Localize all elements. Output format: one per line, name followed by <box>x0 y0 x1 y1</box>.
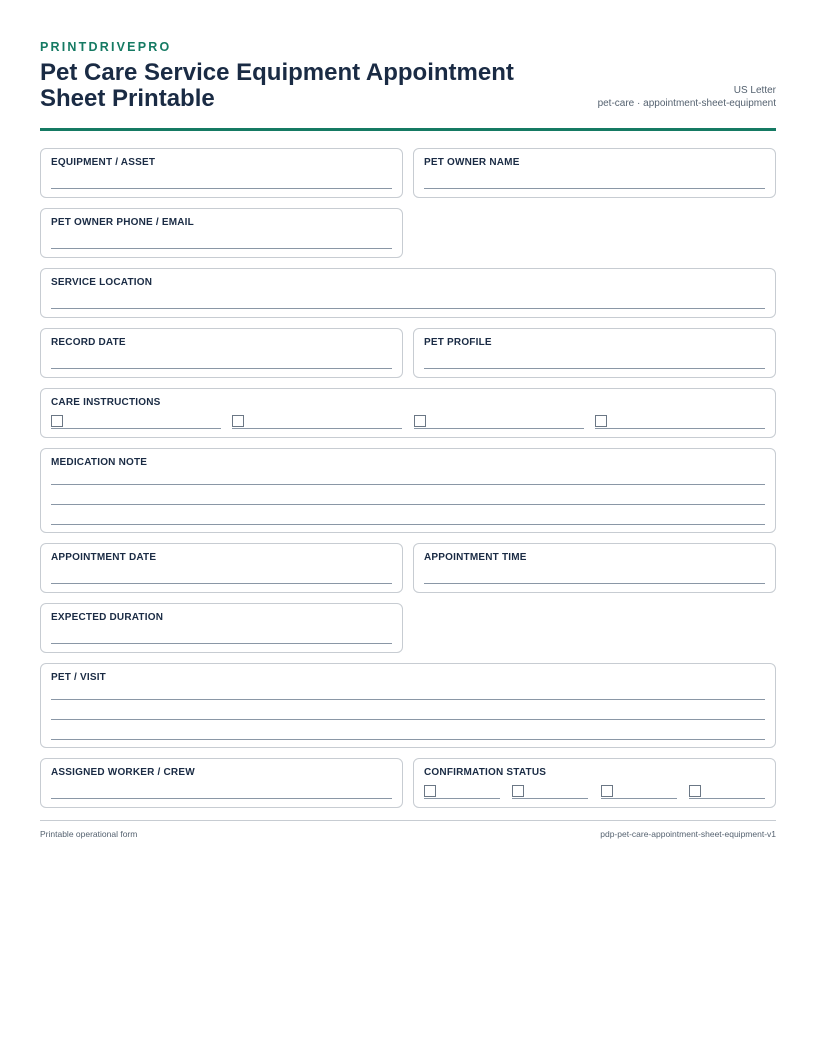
equipment-line[interactable] <box>51 188 392 189</box>
owner-contact-field[interactable] <box>40 208 403 258</box>
care-checkbox-1[interactable] <box>51 415 63 427</box>
care-checkbox-3[interactable] <box>414 415 426 427</box>
assigned-worker-field[interactable] <box>40 758 403 808</box>
status-line-2[interactable] <box>512 798 588 799</box>
pet-visit-line-2[interactable] <box>51 719 765 720</box>
appointment-time-line[interactable] <box>424 583 765 584</box>
care-line-3[interactable] <box>414 428 584 429</box>
assigned-worker-label: ASSIGNED WORKER / CREW <box>51 767 195 778</box>
equipment-field[interactable] <box>40 148 403 198</box>
appointment-date-label: APPOINTMENT DATE <box>51 552 157 563</box>
pet-profile-label: PET PROFILE <box>424 337 492 348</box>
care-line-1[interactable] <box>51 428 221 429</box>
header-rule <box>40 128 776 131</box>
page-footer <box>40 820 776 839</box>
document-meta <box>598 84 776 110</box>
status-checkbox-4[interactable] <box>689 785 701 797</box>
pet-visit-field[interactable] <box>40 663 776 748</box>
expected-duration-line[interactable] <box>51 643 392 644</box>
pet-visit-line-3[interactable] <box>51 739 765 740</box>
assigned-worker-line[interactable] <box>51 798 392 799</box>
pet-profile-field[interactable] <box>413 328 776 378</box>
pet-profile-line[interactable] <box>424 368 765 369</box>
care-line-2[interactable] <box>232 428 402 429</box>
footer-left-text: Printable operational form <box>40 829 138 839</box>
document-slug: pet-care · appointment-sheet-equipment <box>597 98 776 109</box>
confirmation-status-label: CONFIRMATION STATUS <box>424 767 547 778</box>
footer-form-id: pdp-pet-care-appointment-sheet-equipment-v1 <box>600 829 776 839</box>
form-page <box>40 40 776 839</box>
owner-name-line[interactable] <box>424 188 765 189</box>
appointment-date-field[interactable] <box>40 543 403 593</box>
status-line-1[interactable] <box>424 798 500 799</box>
service-location-label: SERVICE LOCATION <box>51 277 153 288</box>
pet-visit-label: PET / VISIT <box>51 672 106 683</box>
record-date-field[interactable] <box>40 328 403 378</box>
status-checkbox-1[interactable] <box>424 785 436 797</box>
care-instructions-label: CARE INSTRUCTIONS <box>51 397 161 408</box>
owner-contact-line[interactable] <box>51 248 392 249</box>
service-location-line[interactable] <box>51 308 765 309</box>
pet-visit-line-1[interactable] <box>51 699 765 700</box>
status-line-3[interactable] <box>601 798 677 799</box>
expected-duration-label: EXPECTED DURATION <box>51 612 164 623</box>
expected-duration-field[interactable] <box>40 603 403 653</box>
medication-line-2[interactable] <box>51 504 765 505</box>
appointment-date-line[interactable] <box>51 583 392 584</box>
paper-size: US Letter <box>733 85 776 96</box>
header <box>40 60 776 128</box>
status-checkbox-2[interactable] <box>512 785 524 797</box>
owner-name-label: PET OWNER NAME <box>424 157 520 168</box>
medication-note-field[interactable] <box>40 448 776 533</box>
care-checkbox-2[interactable] <box>232 415 244 427</box>
service-location-field[interactable] <box>40 268 776 318</box>
medication-line-3[interactable] <box>51 524 765 525</box>
appointment-time-field[interactable] <box>413 543 776 593</box>
status-checkbox-3[interactable] <box>601 785 613 797</box>
brand-name: PRINTDRIVEPRO <box>40 40 172 54</box>
status-line-4[interactable] <box>689 798 765 799</box>
record-date-label: RECORD DATE <box>51 337 126 348</box>
page-title: Pet Care Service Equipment Appointment Sheet Printable <box>40 59 514 112</box>
care-line-4[interactable] <box>595 428 765 429</box>
owner-name-field[interactable] <box>413 148 776 198</box>
record-date-line[interactable] <box>51 368 392 369</box>
confirmation-status-field <box>413 758 776 808</box>
owner-contact-label: PET OWNER PHONE / EMAIL <box>51 217 194 228</box>
care-checkbox-4[interactable] <box>595 415 607 427</box>
medication-note-label: MEDICATION NOTE <box>51 457 148 468</box>
care-instructions-field <box>40 388 776 438</box>
equipment-label: EQUIPMENT / ASSET <box>51 157 156 168</box>
medication-line-1[interactable] <box>51 484 765 485</box>
appointment-time-label: APPOINTMENT TIME <box>424 552 527 563</box>
